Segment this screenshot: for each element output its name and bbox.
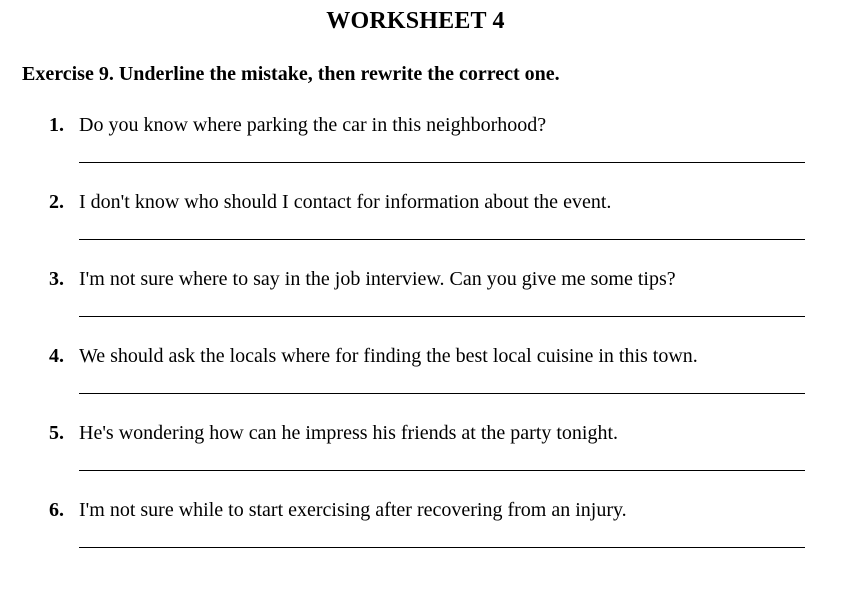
answer-line: [79, 316, 805, 317]
item-number: 4.: [49, 345, 64, 367]
exercise-item: [0, 497, 858, 557]
item-number: 1.: [49, 114, 64, 136]
answer-line: [79, 393, 805, 394]
exercise-item: [0, 112, 858, 172]
item-number: 3.: [49, 268, 64, 290]
exercise-item: [0, 189, 858, 249]
item-sentence: We should ask the locals where for finding the best local cuisine in this town.: [79, 345, 698, 367]
exercise-item: [0, 266, 858, 326]
answer-line: [79, 239, 805, 240]
exercise-item: [0, 343, 858, 403]
item-sentence: Do you know where parking the car in this neighborhood?: [79, 114, 547, 136]
answer-line: [79, 547, 805, 548]
answer-line: [79, 162, 805, 163]
worksheet-title: WORKSHEET 4: [326, 8, 505, 34]
item-number: 5.: [49, 422, 64, 444]
answer-line: [79, 470, 805, 471]
item-sentence: I'm not sure while to start exercising after recovering from an injury.: [79, 499, 627, 521]
item-sentence: I don't know who should I contact for information about the event.: [79, 191, 612, 213]
item-number: 6.: [49, 499, 64, 521]
item-number: 2.: [49, 191, 64, 213]
item-sentence: He's wondering how can he impress his friends at the party tonight.: [79, 422, 619, 444]
item-sentence: I'm not sure where to say in the job interview. Can you give me some tips?: [79, 268, 676, 290]
exercise-item: [0, 420, 858, 480]
exercise-instruction: Exercise 9. Underline the mistake, then rewrite the correct one.: [22, 63, 560, 85]
